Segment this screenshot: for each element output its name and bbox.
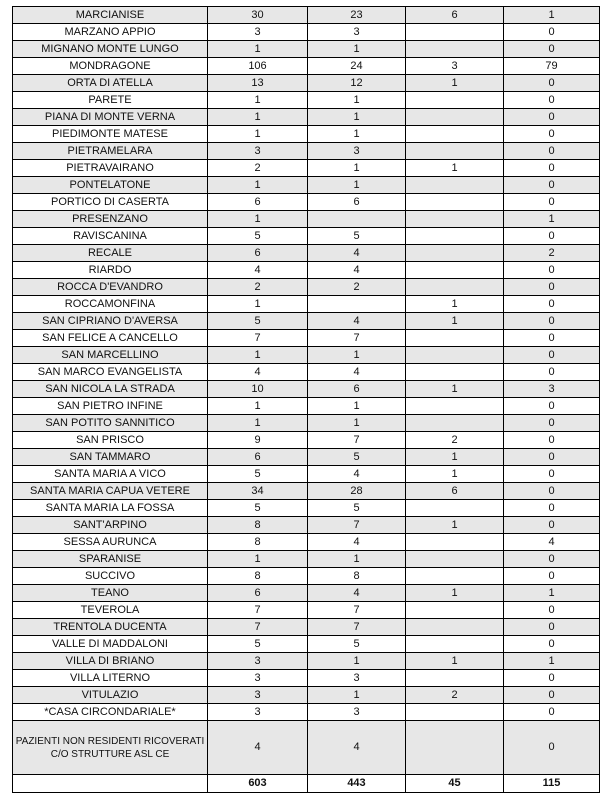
value-cell-4: 4 (504, 534, 600, 551)
value-cell-3: 1 (406, 585, 504, 602)
table-row (13, 602, 600, 619)
table-row (13, 449, 600, 466)
value-cell-2: 24 (308, 58, 406, 75)
comune-cell: SAN MARCELLINO (13, 347, 208, 364)
value-cell-1: 6 (208, 194, 308, 211)
value-cell-1: 5 (208, 466, 308, 483)
value-cell-2: 4 (308, 245, 406, 262)
value-cell-4: 0 (504, 126, 600, 143)
totals-row (13, 775, 600, 793)
value-cell-3 (406, 500, 504, 517)
value-cell-4: 0 (504, 432, 600, 449)
comune-cell: TEANO (13, 585, 208, 602)
value-cell-3 (406, 194, 504, 211)
value-cell-1: 1 (208, 347, 308, 364)
comune-cell: SAN NICOLA LA STRADA (13, 381, 208, 398)
table-row (13, 551, 600, 568)
table-row (13, 92, 600, 109)
total-cell-1: 603 (208, 775, 308, 793)
value-cell-4: 0 (504, 721, 600, 775)
value-cell-3 (406, 347, 504, 364)
value-cell-1: 1 (208, 177, 308, 194)
table-row (13, 279, 600, 296)
table-row (13, 41, 600, 58)
table-row (13, 568, 600, 585)
table-row (13, 381, 600, 398)
value-cell-3 (406, 109, 504, 126)
value-cell-1: 1 (208, 92, 308, 109)
comune-cell: VALLE DI MADDALONI (13, 636, 208, 653)
table-row (13, 245, 600, 262)
comune-cell: SANTA MARIA A VICO (13, 466, 208, 483)
comune-cell: VILLA DI BRIANO (13, 653, 208, 670)
value-cell-4: 0 (504, 24, 600, 41)
value-cell-1: 2 (208, 160, 308, 177)
cases-table (12, 6, 600, 793)
value-cell-2: 1 (308, 92, 406, 109)
value-cell-2: 3 (308, 670, 406, 687)
comune-cell: MARCIANISE (13, 7, 208, 24)
value-cell-3 (406, 228, 504, 245)
value-cell-1: 6 (208, 245, 308, 262)
table-row (13, 160, 600, 177)
value-cell-3: 1 (406, 296, 504, 313)
value-cell-1: 3 (208, 704, 308, 721)
comune-cell: PIEDIMONTE MATESE (13, 126, 208, 143)
total-cell-2: 443 (308, 775, 406, 793)
table-row (13, 143, 600, 160)
value-cell-1: 4 (208, 721, 308, 775)
value-cell-1: 1 (208, 415, 308, 432)
value-cell-1: 7 (208, 330, 308, 347)
value-cell-2: 1 (308, 653, 406, 670)
value-cell-1: 1 (208, 109, 308, 126)
comune-cell: SAN PIETRO INFINE (13, 398, 208, 415)
comune-cell: PRESENZANO (13, 211, 208, 228)
value-cell-3 (406, 245, 504, 262)
value-cell-1: 8 (208, 517, 308, 534)
value-cell-1: 3 (208, 653, 308, 670)
value-cell-2: 1 (308, 551, 406, 568)
value-cell-3 (406, 636, 504, 653)
value-cell-1: 1 (208, 398, 308, 415)
value-cell-1: 2 (208, 279, 308, 296)
value-cell-2: 12 (308, 75, 406, 92)
value-cell-3: 1 (406, 517, 504, 534)
value-cell-3 (406, 704, 504, 721)
table-row (13, 432, 600, 449)
comune-cell: SANTA MARIA LA FOSSA (13, 500, 208, 517)
comune-cell: RAVISCANINA (13, 228, 208, 245)
value-cell-3 (406, 670, 504, 687)
value-cell-4: 0 (504, 177, 600, 194)
comune-cell: PIETRAVAIRANO (13, 160, 208, 177)
comune-cell: SAN FELICE A CANCELLO (13, 330, 208, 347)
comune-cell: VILLA LITERNO (13, 670, 208, 687)
table-row (13, 415, 600, 432)
value-cell-2 (308, 296, 406, 313)
value-cell-3 (406, 364, 504, 381)
value-cell-4: 0 (504, 143, 600, 160)
value-cell-3 (406, 568, 504, 585)
comune-cell: SPARANISE (13, 551, 208, 568)
value-cell-1: 3 (208, 24, 308, 41)
value-cell-1: 3 (208, 687, 308, 704)
comune-cell: TRENTOLA DUCENTA (13, 619, 208, 636)
value-cell-3 (406, 602, 504, 619)
value-cell-4: 0 (504, 602, 600, 619)
comune-cell: ROCCAMONFINA (13, 296, 208, 313)
table-row (13, 364, 600, 381)
value-cell-4: 0 (504, 398, 600, 415)
value-cell-2: 23 (308, 7, 406, 24)
value-cell-3 (406, 330, 504, 347)
comune-cell: MONDRAGONE (13, 58, 208, 75)
value-cell-4: 1 (504, 7, 600, 24)
value-cell-2: 1 (308, 109, 406, 126)
comune-cell: VITULAZIO (13, 687, 208, 704)
total-cell-3: 45 (406, 775, 504, 793)
comune-cell: SAN PRISCO (13, 432, 208, 449)
value-cell-4: 0 (504, 41, 600, 58)
value-cell-4: 0 (504, 160, 600, 177)
value-cell-4: 0 (504, 194, 600, 211)
value-cell-4: 1 (504, 653, 600, 670)
value-cell-3: 1 (406, 75, 504, 92)
table-body (13, 7, 600, 775)
table-row (13, 483, 600, 500)
value-cell-2: 1 (308, 347, 406, 364)
comune-cell: TEVEROLA (13, 602, 208, 619)
value-cell-2: 4 (308, 585, 406, 602)
comune-cell: SAN TAMMARO (13, 449, 208, 466)
table-row (13, 126, 600, 143)
comune-cell: SESSA AURUNCA (13, 534, 208, 551)
value-cell-1: 106 (208, 58, 308, 75)
value-cell-3 (406, 177, 504, 194)
value-cell-2: 5 (308, 636, 406, 653)
comune-cell: PONTELATONE (13, 177, 208, 194)
table-row (13, 653, 600, 670)
value-cell-1: 4 (208, 262, 308, 279)
value-cell-4: 0 (504, 364, 600, 381)
value-cell-2: 7 (308, 330, 406, 347)
value-cell-2: 1 (308, 177, 406, 194)
table-row (13, 177, 600, 194)
value-cell-4: 0 (504, 75, 600, 92)
value-cell-3 (406, 619, 504, 636)
value-cell-4: 0 (504, 670, 600, 687)
table-row (13, 500, 600, 517)
table-row (13, 75, 600, 92)
comune-cell: RIARDO (13, 262, 208, 279)
value-cell-4: 0 (504, 92, 600, 109)
value-cell-4: 0 (504, 262, 600, 279)
value-cell-4: 0 (504, 500, 600, 517)
value-cell-1: 6 (208, 449, 308, 466)
value-cell-3: 3 (406, 58, 504, 75)
value-cell-4: 79 (504, 58, 600, 75)
value-cell-4: 0 (504, 228, 600, 245)
value-cell-3 (406, 398, 504, 415)
value-cell-1: 9 (208, 432, 308, 449)
value-cell-2: 28 (308, 483, 406, 500)
value-cell-4: 1 (504, 211, 600, 228)
value-cell-2: 7 (308, 432, 406, 449)
table-row (13, 58, 600, 75)
table-row (13, 330, 600, 347)
value-cell-3 (406, 24, 504, 41)
value-cell-4: 3 (504, 381, 600, 398)
value-cell-4: 2 (504, 245, 600, 262)
table-row (13, 534, 600, 551)
value-cell-1: 1 (208, 41, 308, 58)
value-cell-2: 1 (308, 415, 406, 432)
table-row (13, 24, 600, 41)
value-cell-2: 6 (308, 381, 406, 398)
value-cell-3: 2 (406, 687, 504, 704)
value-cell-2: 7 (308, 619, 406, 636)
value-cell-3: 1 (406, 449, 504, 466)
value-cell-2: 8 (308, 568, 406, 585)
comune-cell: SANT'ARPINO (13, 517, 208, 534)
value-cell-4: 0 (504, 415, 600, 432)
table-row (13, 262, 600, 279)
value-cell-4: 0 (504, 313, 600, 330)
table-row (13, 517, 600, 534)
table-row (13, 687, 600, 704)
value-cell-2: 3 (308, 24, 406, 41)
table-row (13, 466, 600, 483)
comune-cell: PORTICO DI CASERTA (13, 194, 208, 211)
value-cell-1: 6 (208, 585, 308, 602)
comune-cell: MARZANO APPIO (13, 24, 208, 41)
value-cell-2: 5 (308, 228, 406, 245)
value-cell-2: 7 (308, 517, 406, 534)
table-row (13, 585, 600, 602)
comune-cell: *CASA CIRCONDARIALE* (13, 704, 208, 721)
table-row (13, 670, 600, 687)
value-cell-1: 1 (208, 211, 308, 228)
table-row (13, 347, 600, 364)
totals-label-cell (13, 775, 208, 793)
value-cell-1: 1 (208, 551, 308, 568)
value-cell-1: 7 (208, 602, 308, 619)
value-cell-4: 0 (504, 109, 600, 126)
comune-cell: SAN POTITO SANNITICO (13, 415, 208, 432)
value-cell-4: 0 (504, 296, 600, 313)
comune-cell: PIETRAMELARA (13, 143, 208, 160)
value-cell-3: 1 (406, 313, 504, 330)
value-cell-3 (406, 279, 504, 296)
value-cell-4: 0 (504, 449, 600, 466)
table-row (13, 721, 600, 775)
value-cell-1: 30 (208, 7, 308, 24)
value-cell-2: 7 (308, 602, 406, 619)
table-row (13, 398, 600, 415)
value-cell-2: 4 (308, 466, 406, 483)
comune-cell: RECALE (13, 245, 208, 262)
value-cell-3 (406, 143, 504, 160)
value-cell-1: 7 (208, 619, 308, 636)
table-row (13, 704, 600, 721)
value-cell-2: 1 (308, 160, 406, 177)
comune-cell: ROCCA D'EVANDRO (13, 279, 208, 296)
table-row (13, 109, 600, 126)
value-cell-3 (406, 415, 504, 432)
value-cell-1: 5 (208, 313, 308, 330)
value-cell-3 (406, 92, 504, 109)
value-cell-1: 13 (208, 75, 308, 92)
value-cell-2: 2 (308, 279, 406, 296)
value-cell-3: 2 (406, 432, 504, 449)
value-cell-2: 4 (308, 534, 406, 551)
value-cell-1: 10 (208, 381, 308, 398)
value-cell-2: 3 (308, 143, 406, 160)
comune-cell: PAZIENTI NON RESIDENTI RICOVERATI C/O STRUTTURE ASL CE (13, 721, 208, 775)
value-cell-1: 8 (208, 568, 308, 585)
comune-cell: ORTA DI ATELLA (13, 75, 208, 92)
value-cell-4: 0 (504, 330, 600, 347)
value-cell-1: 5 (208, 228, 308, 245)
value-cell-1: 3 (208, 143, 308, 160)
value-cell-4: 1 (504, 585, 600, 602)
value-cell-4: 0 (504, 704, 600, 721)
value-cell-4: 0 (504, 279, 600, 296)
table-row (13, 619, 600, 636)
comune-cell: SAN CIPRIANO D'AVERSA (13, 313, 208, 330)
value-cell-1: 3 (208, 670, 308, 687)
value-cell-3: 1 (406, 466, 504, 483)
value-cell-3 (406, 262, 504, 279)
value-cell-4: 0 (504, 483, 600, 500)
value-cell-2: 5 (308, 500, 406, 517)
comune-cell: PIANA DI MONTE VERNA (13, 109, 208, 126)
value-cell-3: 1 (406, 381, 504, 398)
table-row (13, 313, 600, 330)
comune-cell: PARETE (13, 92, 208, 109)
value-cell-1: 34 (208, 483, 308, 500)
value-cell-3 (406, 41, 504, 58)
value-cell-2: 1 (308, 687, 406, 704)
value-cell-4: 0 (504, 636, 600, 653)
value-cell-4: 0 (504, 347, 600, 364)
value-cell-2: 4 (308, 313, 406, 330)
value-cell-4: 0 (504, 619, 600, 636)
value-cell-1: 5 (208, 500, 308, 517)
value-cell-2: 1 (308, 41, 406, 58)
value-cell-3 (406, 721, 504, 775)
value-cell-3: 1 (406, 653, 504, 670)
value-cell-3 (406, 126, 504, 143)
value-cell-2: 3 (308, 704, 406, 721)
value-cell-4: 0 (504, 517, 600, 534)
value-cell-2: 6 (308, 194, 406, 211)
value-cell-4: 0 (504, 568, 600, 585)
total-cell-4: 115 (504, 775, 600, 793)
value-cell-2: 1 (308, 398, 406, 415)
value-cell-1: 5 (208, 636, 308, 653)
data-table-wrapper (12, 6, 600, 793)
value-cell-3: 1 (406, 160, 504, 177)
value-cell-4: 0 (504, 687, 600, 704)
value-cell-1: 4 (208, 364, 308, 381)
value-cell-3: 6 (406, 7, 504, 24)
comune-cell: SANTA MARIA CAPUA VETERE (13, 483, 208, 500)
value-cell-1: 1 (208, 296, 308, 313)
value-cell-3 (406, 551, 504, 568)
value-cell-2: 4 (308, 364, 406, 381)
value-cell-4: 0 (504, 466, 600, 483)
table-row (13, 636, 600, 653)
comune-cell: SUCCIVO (13, 568, 208, 585)
comune-cell: SAN MARCO EVANGELISTA (13, 364, 208, 381)
value-cell-2 (308, 211, 406, 228)
comune-cell: MIGNANO MONTE LUNGO (13, 41, 208, 58)
table-row (13, 296, 600, 313)
value-cell-3 (406, 534, 504, 551)
value-cell-2: 4 (308, 262, 406, 279)
value-cell-2: 5 (308, 449, 406, 466)
value-cell-3 (406, 211, 504, 228)
value-cell-1: 1 (208, 126, 308, 143)
value-cell-4: 0 (504, 551, 600, 568)
value-cell-3: 6 (406, 483, 504, 500)
table-row (13, 228, 600, 245)
table-row (13, 211, 600, 228)
table-row (13, 194, 600, 211)
value-cell-2: 4 (308, 721, 406, 775)
value-cell-1: 8 (208, 534, 308, 551)
table-row (13, 7, 600, 24)
value-cell-2: 1 (308, 126, 406, 143)
